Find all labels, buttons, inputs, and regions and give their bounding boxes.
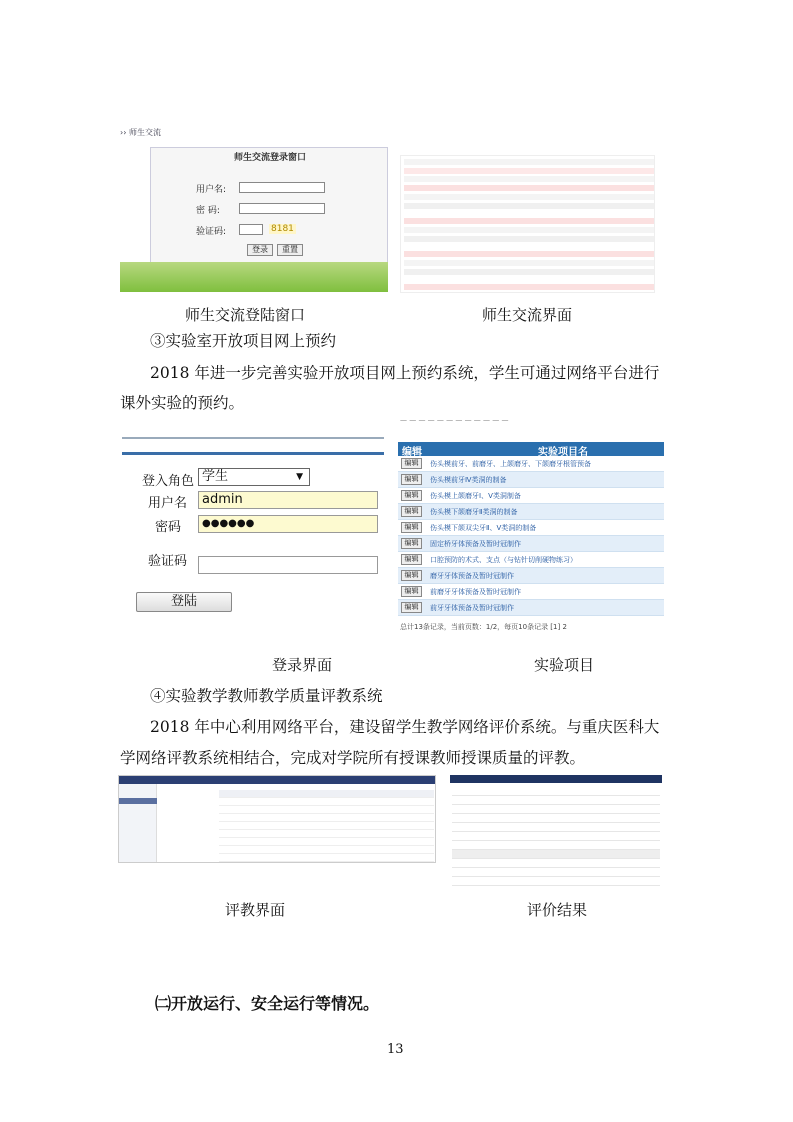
project-name[interactable]: 磨牙牙体预备及暂时冠制作: [430, 572, 514, 580]
edit-button[interactable]: 编辑: [401, 490, 422, 501]
table-row: [398, 504, 664, 520]
edit-button[interactable]: 编辑: [401, 522, 422, 533]
password-input[interactable]: ●●●●●●: [198, 515, 378, 533]
table-row: [398, 552, 664, 568]
password-input[interactable]: [239, 203, 325, 214]
table-header: [398, 442, 664, 456]
edit-button[interactable]: 编辑: [401, 586, 422, 597]
sidebar-item[interactable]: [119, 798, 157, 804]
edit-button[interactable]: 编辑: [401, 506, 422, 517]
decorative-banner: [120, 262, 388, 292]
breadcrumb: ›› 师生交流: [120, 128, 161, 137]
top-bar: [119, 776, 436, 784]
panel-title: 师生交流登录窗口: [233, 153, 306, 163]
paragraph-lab-booking-line2: 课外实验的预约。: [120, 394, 245, 412]
table-row: [398, 584, 664, 600]
reset-button[interactable]: 重置: [277, 244, 303, 256]
table-row: [398, 600, 664, 616]
booking-login-screenshot: [122, 425, 384, 638]
table-row: [398, 472, 664, 488]
pagination[interactable]: 总计13条记录，当前页数：1/2，每页10条记录 [1] 2: [400, 623, 567, 631]
table-header: [450, 775, 662, 783]
heading-lab-booking: ③实验室开放项目网上预约: [150, 332, 337, 350]
caption-lab-projects: 实验项目: [534, 656, 595, 674]
chevron-down-icon: ▼: [296, 472, 303, 482]
lab-project-table-screenshot: [396, 414, 666, 640]
password-label: 密码: [155, 520, 182, 535]
column-project-name: 实验项目名: [538, 447, 588, 458]
caption-login-screen: 登录界面: [272, 656, 333, 674]
captcha-label: 验证码:: [196, 227, 227, 237]
project-name[interactable]: 伤头模下颌磨牙Ⅱ类洞的制备: [430, 508, 518, 516]
top-bar: [122, 425, 384, 439]
edit-button[interactable]: 编辑: [401, 570, 422, 581]
project-name[interactable]: 口腔预防的术式、支点（与钻针切削硬物练习）: [430, 556, 577, 564]
table-row: [398, 456, 664, 472]
project-name[interactable]: 伤头模前牙Ⅳ类洞的制备: [430, 476, 507, 484]
captcha-image: 8181: [271, 224, 294, 234]
project-name[interactable]: 伤头模下颌双尖牙Ⅱ、Ⅴ类洞的制备: [430, 524, 537, 532]
accent-line: [122, 452, 384, 455]
login-button[interactable]: 登陆: [136, 592, 232, 612]
edit-button[interactable]: 编辑: [401, 602, 422, 613]
caption-login-window: 师生交流登陆窗口: [185, 306, 306, 324]
table-row: [398, 536, 664, 552]
edit-button[interactable]: 编辑: [401, 538, 422, 549]
password-label: 密 码:: [196, 206, 220, 216]
table-row: [398, 520, 664, 536]
paragraph-evaluation-line1: 2018 年中心利用网络平台，建设留学生教学网络评价系统。与重庆医科大: [150, 718, 660, 736]
section-heading: ㈡开放运行、安全运行等情况。: [155, 994, 380, 1013]
project-name[interactable]: 固定桥牙体预备及暂时冠制作: [430, 540, 521, 548]
paragraph-lab-booking-line1: 2018 年进一步完善实验开放项目网上预约系统，学生可通过网络平台进行: [150, 364, 660, 382]
evaluation-interface-screenshot: [118, 775, 436, 863]
caption-evaluation-result: 评价结果: [527, 901, 588, 919]
captcha-input[interactable]: [239, 224, 263, 235]
edit-button[interactable]: 编辑: [401, 474, 422, 485]
login-panel: [150, 147, 388, 279]
login-button[interactable]: 登录: [247, 244, 273, 256]
pagination-top: — — — — — — — — — — — —: [400, 416, 509, 424]
evaluation-result-screenshot: [450, 775, 662, 891]
heading-evaluation-system: ④实验教学教师教学质量评教系统: [150, 687, 383, 705]
username-input[interactable]: admin: [198, 491, 378, 509]
column-edit: 编辑: [402, 447, 422, 458]
edit-button[interactable]: 编辑: [401, 458, 422, 469]
project-name[interactable]: 伤头模上颌磨牙Ⅰ、Ⅴ类洞制备: [430, 492, 521, 500]
role-label: 登入角色: [142, 474, 195, 489]
role-select[interactable]: 学生 ▼: [198, 468, 310, 486]
table-row: [398, 568, 664, 584]
project-name[interactable]: 前牙牙体预备及暂时冠制作: [430, 604, 514, 612]
caption-evaluation-interface: 评教界面: [225, 901, 286, 919]
captcha-input[interactable]: [198, 556, 378, 574]
project-name[interactable]: 前磨牙牙体预备及暂时冠制作: [430, 588, 521, 596]
sidebar: [119, 784, 157, 863]
caption-exchange-interface: 师生交流界面: [482, 306, 573, 324]
username-label: 用户名: [148, 496, 188, 511]
username-label: 用户名:: [196, 185, 227, 195]
captcha-label: 验证码: [148, 554, 188, 569]
page-number: 13: [387, 1042, 404, 1057]
edit-button[interactable]: 编辑: [401, 554, 422, 565]
teacher-student-login-screenshot: [120, 127, 388, 292]
table-row: [398, 488, 664, 504]
project-name[interactable]: 伤头模前牙、前磨牙、上颌磨牙、下颌磨牙根管预备: [430, 460, 591, 468]
username-input[interactable]: [239, 182, 325, 193]
exchange-message-list-screenshot: [400, 155, 655, 293]
paragraph-evaluation-line2: 学网络评教系统相结合，完成对学院所有授课教师授课质量的评教。: [120, 749, 586, 767]
